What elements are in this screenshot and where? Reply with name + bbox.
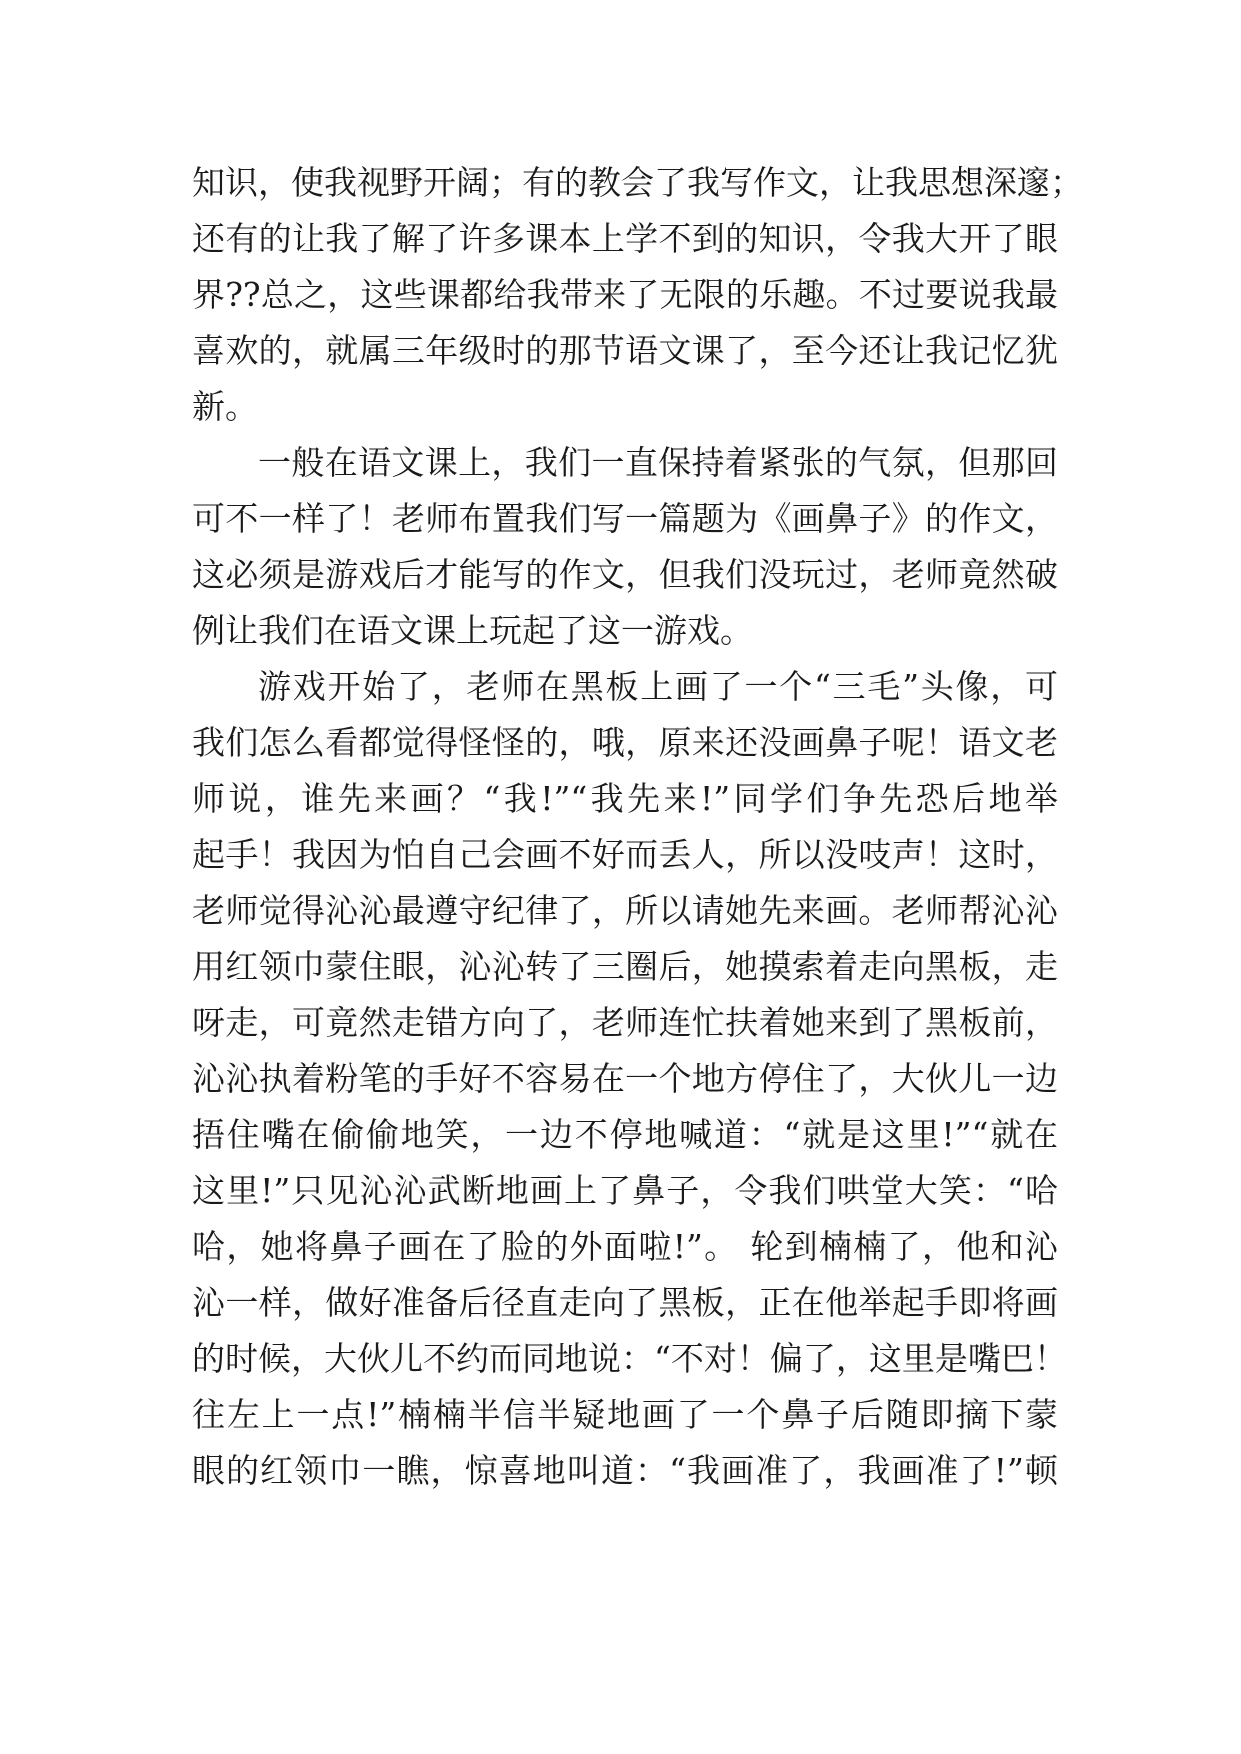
text-line: 还有的让我了解了许多课本上学不到的知识，令我大开了眼 xyxy=(192,219,1058,258)
text-line: 可不一样了！老师布置我们写一篇题为《画鼻子》的作文， xyxy=(192,499,1058,538)
text-line: 界??总之，这些课都给我带来了无限的乐趣。不过要说我最 xyxy=(192,275,1058,314)
text-line: 老师觉得沁沁最遵守纪律了，所以请她先来画。老师帮沁沁 xyxy=(192,891,1058,930)
text-line: 眼的红领巾一瞧，惊喜地叫道：“我画准了，我画准了!”顿 xyxy=(192,1451,1058,1490)
text-line: 用红领巾蒙住眼，沁沁转了三圈后，她摸索着走向黑板，走 xyxy=(192,947,1058,986)
text-line: 师说，谁先来画？“我!”“我先来!”同学们争先恐后地举 xyxy=(192,779,1058,818)
text-line: 喜欢的，就属三年级时的那节语文课了，至今还让我记忆犹 xyxy=(192,331,1058,370)
text-line: 捂住嘴在偷偷地笑，一边不停地喊道：“就是这里!”“就在 xyxy=(192,1115,1058,1154)
text-line: 呀走，可竟然走错方向了，老师连忙扶着她来到了黑板前， xyxy=(192,1003,1058,1042)
paragraph-first-line: 游戏开始了，老师在黑板上画了一个“三毛”头像，可 xyxy=(258,667,1058,706)
text-line: 例让我们在语文课上玩起了这一游戏。 xyxy=(192,611,753,650)
text-line: 知识，使我视野开阔；有的教会了我写作文，让我思想深邃； xyxy=(192,163,1083,202)
text-line: 的时候，大伙儿不约而同地说：“不对！偏了，这里是嘴巴！ xyxy=(192,1339,1067,1378)
text-line: 往左上一点!”楠楠半信半疑地画了一个鼻子后随即摘下蒙 xyxy=(192,1395,1058,1434)
text-line: 这必须是游戏后才能写的作文，但我们没玩过，老师竟然破 xyxy=(192,555,1058,594)
text-line: 起手！我因为怕自己会画不好而丢人，所以没吱声！这时， xyxy=(192,835,1058,874)
text-line: 我们怎么看都觉得怪怪的，哦，原来还没画鼻子呢！语文老 xyxy=(192,723,1058,762)
body-text xyxy=(192,155,1083,1499)
text-line: 新。 xyxy=(192,387,258,426)
text-line: 沁沁执着粉笔的手好不容易在一个地方停住了，大伙儿一边 xyxy=(192,1059,1058,1098)
text-line: 沁一样，做好准备后径直走向了黑板，正在他举起手即将画 xyxy=(192,1283,1058,1322)
paragraph-first-line: 一般在语文课上，我们一直保持着紧张的气氛，但那回 xyxy=(258,443,1058,482)
text-line: 这里!”只见沁沁武断地画上了鼻子，令我们哄堂大笑：“哈 xyxy=(192,1171,1058,1210)
text-line: 哈，她将鼻子画在了脸的外面啦!”。 轮到楠楠了，他和沁 xyxy=(192,1227,1058,1266)
